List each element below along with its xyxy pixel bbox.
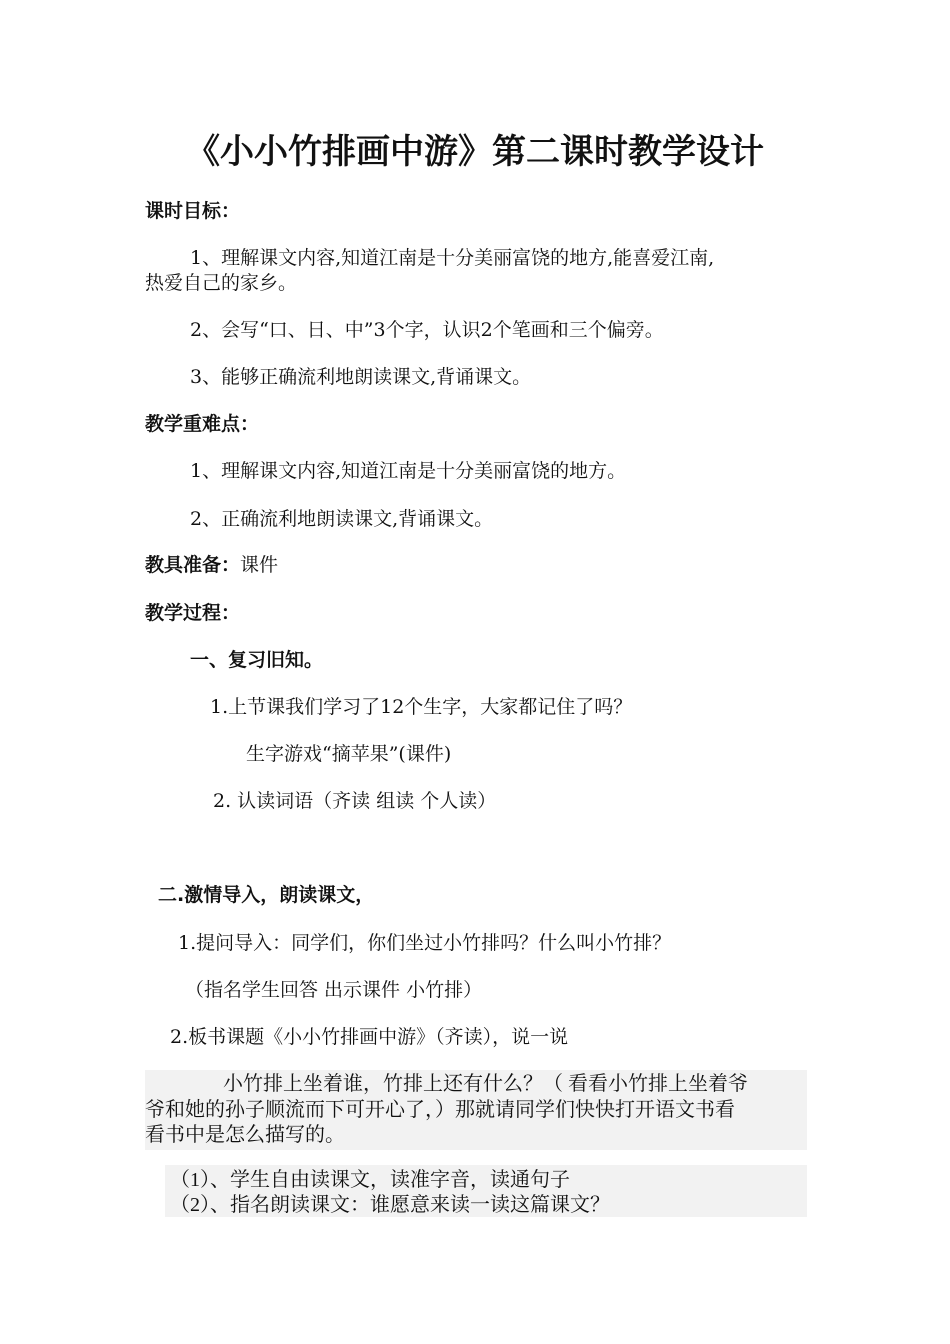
step-2: （2）、指名朗读课文：谁愿意来读一读这篇课文？	[170, 1194, 610, 1216]
section-2-heading: 二.激情导入，朗读课文，	[158, 884, 375, 906]
key-point-1: 1、理解课文内容,知道江南是十分美丽富饶的地方。	[190, 460, 627, 482]
paragraph-line-3: 看书中是怎么描写的。	[145, 1124, 345, 1146]
objective-2: 2、会写“口、日、中”3个字，认识2个笔画和三个偏旁。	[190, 319, 664, 341]
key-points-heading: 教学重难点：	[145, 413, 260, 435]
step-1: （1）、学生自由读课文，读准字音，读通句子	[170, 1169, 570, 1191]
materials-value: 课件	[240, 554, 279, 576]
process-heading: 教学过程：	[145, 602, 241, 624]
section-2-item-1: 1.提问导入：同学们，你们坐过小竹排吗？什么叫小竹排？	[178, 932, 672, 954]
key-point-2: 2、正确流利地朗读课文,背诵课文。	[190, 508, 494, 530]
document-title: 《小小竹排画中游》第二课时教学设计	[186, 132, 764, 172]
objective-3: 3、能够正确流利地朗读课文,背诵课文。	[190, 366, 532, 388]
objective-1-line-2: 热爱自己的家乡。	[145, 272, 298, 294]
section-1-item-2: 2. 认读词语（齐读 组读 个人读）	[213, 790, 497, 812]
paragraph-line-1: 小竹排上坐着谁，竹排上还有什么？（ 看看小竹排上坐着爷	[223, 1073, 748, 1095]
materials-line	[145, 556, 278, 575]
section-1-item-1: 1.上节课我们学习了12个生字，大家都记住了吗？	[210, 696, 633, 718]
section-1-heading: 一、复习旧知。	[190, 649, 324, 671]
paragraph-line-2: 爷和她的孙子顺流而下可开心了，）那就请同学们快快打开语文书看	[145, 1099, 735, 1121]
section-2-item-2: 2.板书课题《小小竹排画中游》（齐读），说一说	[170, 1026, 569, 1048]
materials-heading: 教具准备：	[145, 554, 241, 576]
section-1-item-1-sub: 生字游戏“摘苹果”(课件)	[246, 743, 452, 765]
section-2-item-1-sub: （指名学生回答 出示课件 小竹排）	[185, 979, 483, 1001]
objective-1-line-1: 1、理解课文内容,知道江南是十分美丽富饶的地方,能喜爱江南,	[190, 247, 715, 269]
objectives-heading: 课时目标：	[145, 200, 241, 222]
